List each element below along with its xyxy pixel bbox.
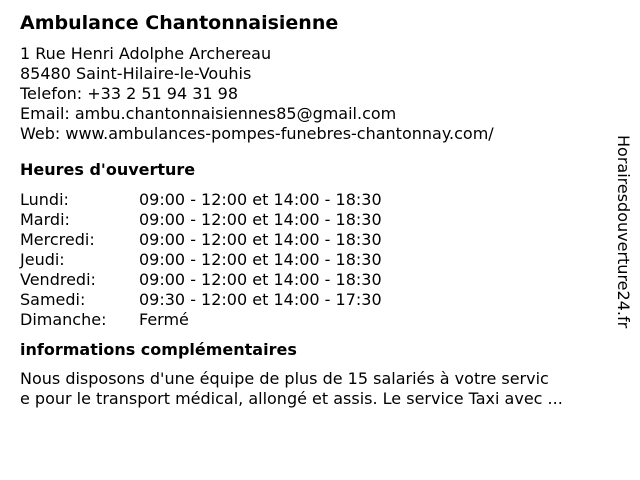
hours-time: 09:00 - 12:00 et 14:00 - 18:30 (139, 230, 382, 249)
hours-row-monday (20, 190, 610, 210)
hours-day: Mardi: (20, 210, 70, 229)
hours-day: Lundi: (20, 190, 69, 209)
hours-time: 09:00 - 12:00 et 14:00 - 18:30 (139, 210, 382, 229)
phone-number: Telefon: +33 2 51 94 31 98 (20, 84, 239, 103)
hours-time: 09:00 - 12:00 et 14:00 - 18:30 (139, 270, 382, 289)
info-line: Nous disposons d'une équipe de plus de 15 salariés à votre servic (20, 369, 549, 388)
info-heading: informations complémentaires (20, 340, 297, 359)
hours-day: Mercredi: (20, 230, 95, 249)
hours-day: Samedi: (20, 290, 86, 309)
site-watermark: Horairesdouverture24.fr (614, 135, 633, 329)
info-line: e pour le transport médical, allongé et assis. Le service Taxi avec ... (20, 389, 563, 408)
hours-heading: Heures d'ouverture (20, 160, 196, 179)
business-name: Ambulance Chantonnaisienne (20, 12, 339, 34)
hours-table (20, 190, 610, 330)
website-url: Web: www.ambulances-pompes-funebres-chantonnay.com/ (20, 124, 494, 143)
hours-row-thursday (20, 250, 610, 270)
address-city: 85480 Saint-Hilaire-le-Vouhis (20, 64, 252, 83)
contact-block (20, 44, 610, 144)
hours-row-friday (20, 270, 610, 290)
hours-row-tuesday (20, 210, 610, 230)
hours-time: Fermé (139, 310, 189, 329)
hours-day: Dimanche: (20, 310, 107, 329)
info-description (20, 369, 610, 409)
hours-time: 09:00 - 12:00 et 14:00 - 18:30 (139, 190, 382, 209)
email-address: Email: ambu.chantonnaisiennes85@gmail.com (20, 104, 397, 123)
address-street: 1 Rue Henri Adolphe Archereau (20, 44, 272, 63)
hours-day: Vendredi: (20, 270, 96, 289)
hours-time: 09:30 - 12:00 et 14:00 - 17:30 (139, 290, 382, 309)
hours-row-wednesday (20, 230, 610, 250)
hours-time: 09:00 - 12:00 et 14:00 - 18:30 (139, 250, 382, 269)
hours-row-saturday (20, 290, 610, 310)
hours-day: Jeudi: (20, 250, 65, 269)
business-card (20, 10, 610, 409)
hours-row-sunday (20, 310, 610, 330)
